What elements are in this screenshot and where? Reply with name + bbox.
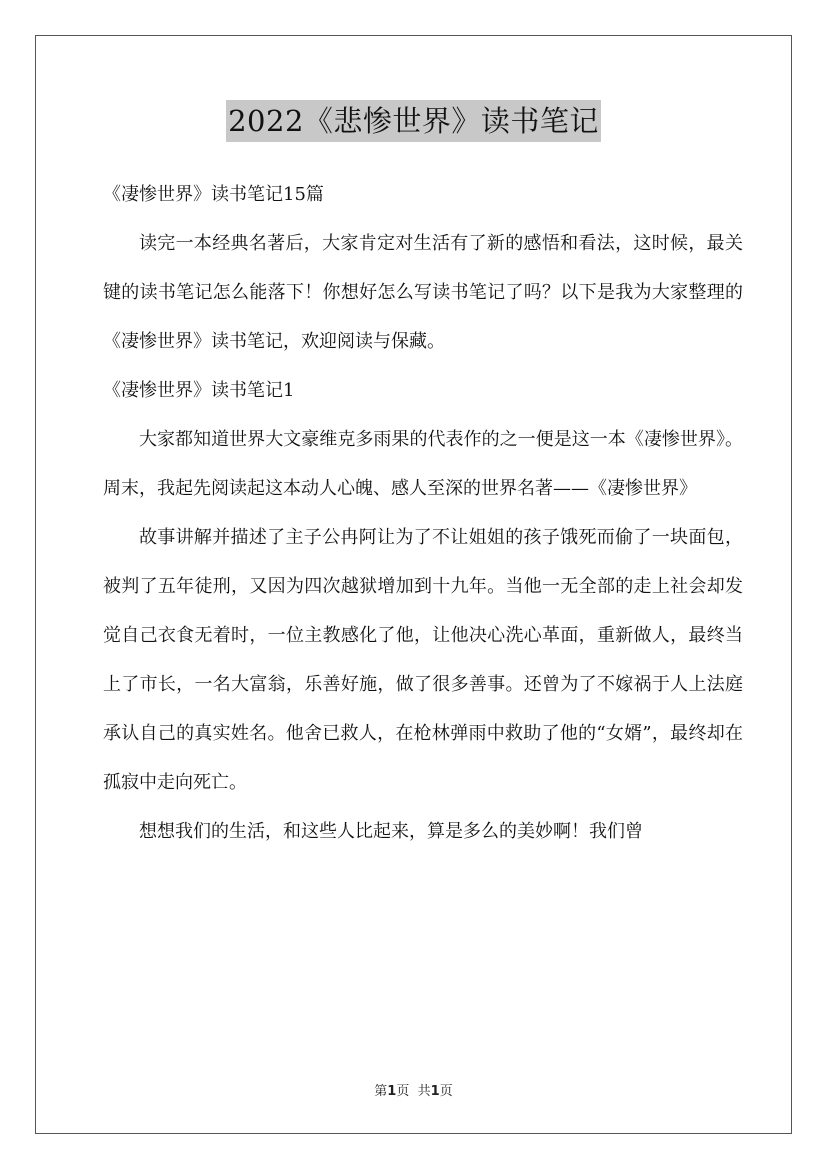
paragraph-1: 大家都知道世界大文豪维克多雨果的代表作的之一便是这一本《凄惨世界》。周末，我起先阅读起这本动人心魄、感人至深的世界名著——《凄惨世界》 [103,429,743,499]
document-body [103,170,743,856]
footer-prefix: 第 [374,1084,388,1099]
page-number: 1 [387,1084,397,1099]
intro-paragraph: 读完一本经典名著后，大家肯定对生活有了新的感悟和看法，这时候，最关键的读书笔记怎么能落下！你想好怎么写读书笔记了吗？以下是我为大家整理的《凄惨世界》读书笔记，欢迎阅读与保藏。 [103,233,743,352]
footer-page-label: 页 [396,1084,410,1099]
title-container [0,100,827,142]
footer-total-label: 页 [439,1084,453,1099]
section-heading-1: 《凄惨世界》读书笔记1 [103,380,295,401]
main-heading: 《凄惨世界》读书笔记15篇 [103,184,324,205]
total-pages: 1 [430,1084,440,1099]
paragraph-2: 故事讲解并描述了主子公冉阿让为了不让姐姐的孩子饿死而偷了一块面包，被判了五年徒刑，又因为四次越狱增加到十九年。当他一无全部的走上社会却发觉自己衣食无着时，一位主教感化了他，让他决心洗心革面，重新做人，最终当上了市长，一名大富翁，乐善好施，做了很多善事。还曾为了不嫁祸于人上法庭承认自己的真实姓名。他舍已救人，在枪林弹雨中救助了他的“女婿”，最终却在孤寂中走向死亡。 [103,527,743,793]
document-title: 2022《悲惨世界》读书笔记 [226,100,601,142]
footer-total-prefix: 共 [417,1084,431,1099]
page-footer [0,1080,827,1099]
paragraph-3: 想想我们的生活，和这些人比起来，算是多么的美妙啊！我们曾 [139,821,643,842]
